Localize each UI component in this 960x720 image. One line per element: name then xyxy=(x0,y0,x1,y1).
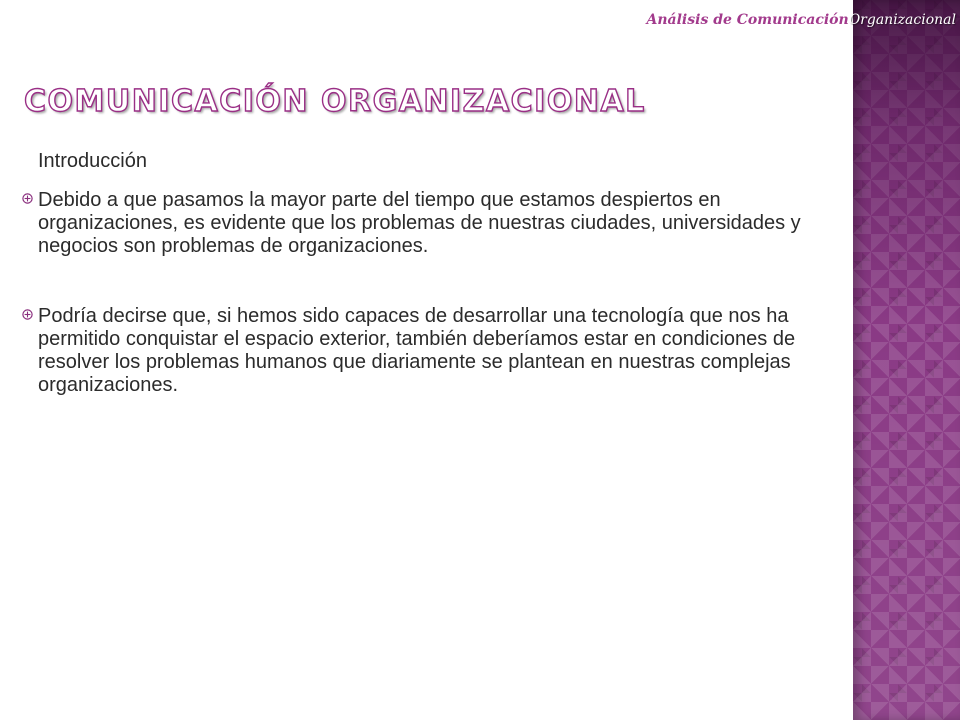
bullet-text: Debido a que pasamos la mayor parte del tiempo que estamos despiertos en organizaciones, es evidente que los problemas de nuestras ciudades, universidades y negocios son problemas de organizaciones. xyxy=(38,189,801,257)
header-note xyxy=(647,12,957,28)
decorative-side-band xyxy=(853,0,960,720)
bullet-text: Podría decirse que, si hemos sido capaces de desarrollar una tecnología que nos ha permitido conquistar el espacio exterior, también deberíamos estar en condiciones de resolver los problemas humanos que diariamente se plantean en nuestras complejas organizaciones. xyxy=(38,305,796,396)
slide-title: COMUNICACIÓN ORGANIZACIONAL xyxy=(24,84,646,119)
circled-plus-icon xyxy=(22,193,33,204)
bullet-item xyxy=(22,189,850,258)
bullet-list xyxy=(22,189,850,444)
circled-plus-icon xyxy=(22,309,33,320)
header-note-main: Análisis de Comunicación xyxy=(646,12,849,28)
bullet-item xyxy=(22,305,850,397)
header-note-tail: Organizacional xyxy=(848,12,956,28)
section-label: Introducción xyxy=(38,150,147,172)
